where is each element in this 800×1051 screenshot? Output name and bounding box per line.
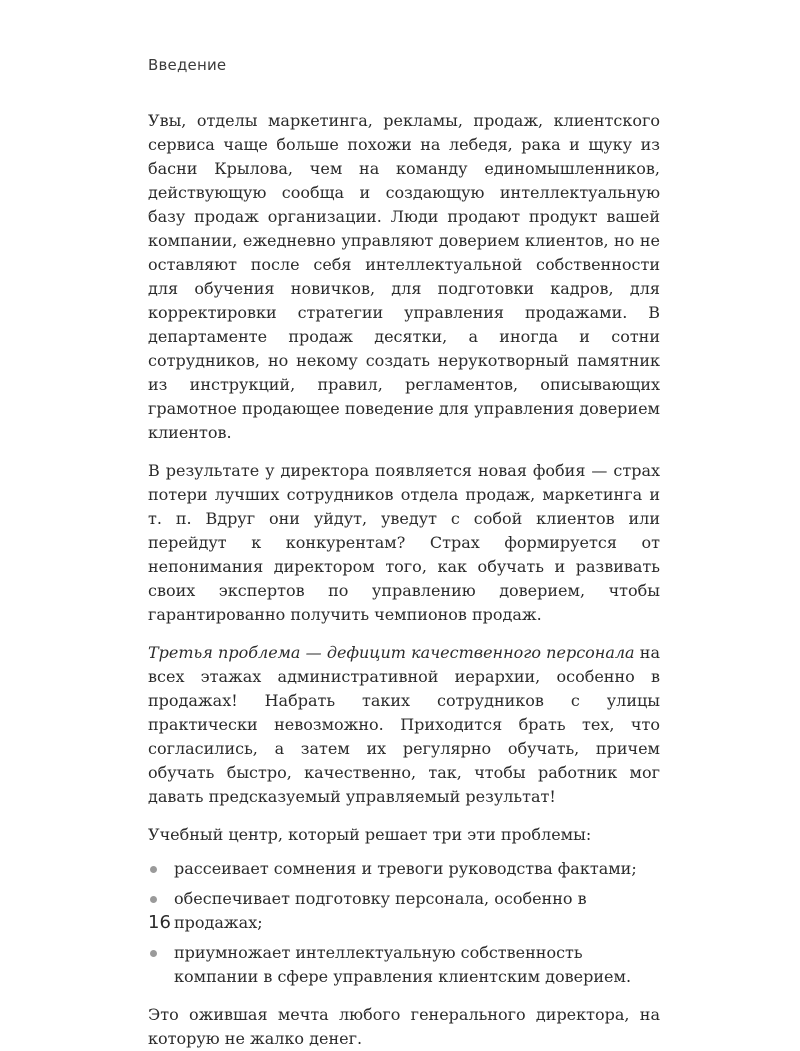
page-body <box>148 109 660 1051</box>
bullet-icon <box>150 950 157 957</box>
page-number: 16 <box>148 912 171 933</box>
bullet-icon <box>150 896 157 903</box>
list-item-text: приумножает интеллектуальную собственность компании в сфере управления клиентским доверием. <box>174 943 632 986</box>
paragraph: Увы, отделы маркетинга, рекламы, продаж, клиентского сервиса чаще больше похожи на лебедя, рака и щуку из басни Крылова, чем на команду единомышленников, действующую сообща и создающую интеллектуальную базу продаж организации. Люди продают продукт вашей компании, ежедневно управляют доверием клиентов, но не оставляют после себя интеллектуальной собственности для обучения новичков, для подготовки кадров, для корректировки стратегии управления продажами. В департаменте продаж десятки, а иногда и сотни сотрудников, но некому создать нерукотворный памятник из инструкций, правил, регламентов, описывающих грамотное продающее поведение для управления доверием клиентов. <box>148 111 660 442</box>
list-item-text: обеспечивает подготовку персонала, особенно в продажах; <box>174 889 587 932</box>
paragraph: В результате у директора появляется новая фобия — страх потери лучших сотрудников отдела продаж, маркетинга и т. п. Вдруг они уйдут, уведут с собой клиентов или перейдут к конкурентам? Страх формируется от непонимания директором того, как обучать и развивать своих экспертов по управлению доверием, чтобы гарантированно получить чемпионов продаж. <box>148 461 660 624</box>
closing-paragraph: Это ожившая мечта любого генерального директора, на которую не жалко денег. <box>148 1005 660 1048</box>
paragraph-text: на всех этажах административной иерархии, особенно в продажах! Набрать таких сотрудников с улицы практически невозможно. Приходится брать тех, что согласились, а затем их регулярно обучать, причем обучать быстро, качественно, так, чтобы работник мог давать предсказуемый управляемый результат! <box>148 643 660 806</box>
paragraph <box>148 641 660 809</box>
list-item <box>148 857 660 881</box>
list-item <box>148 941 660 989</box>
list-intro: Учебный центр, который решает три эти проблемы: <box>148 825 592 844</box>
list-item <box>148 887 660 935</box>
italic-emphasis: Третья проблема — дефицит качественного персонала <box>148 643 635 662</box>
bullet-list <box>148 857 660 989</box>
list-item-text: рассеивает сомнения и тревоги руководства фактами; <box>174 859 637 878</box>
running-header: Введение <box>148 56 227 74</box>
bullet-icon <box>150 866 157 873</box>
